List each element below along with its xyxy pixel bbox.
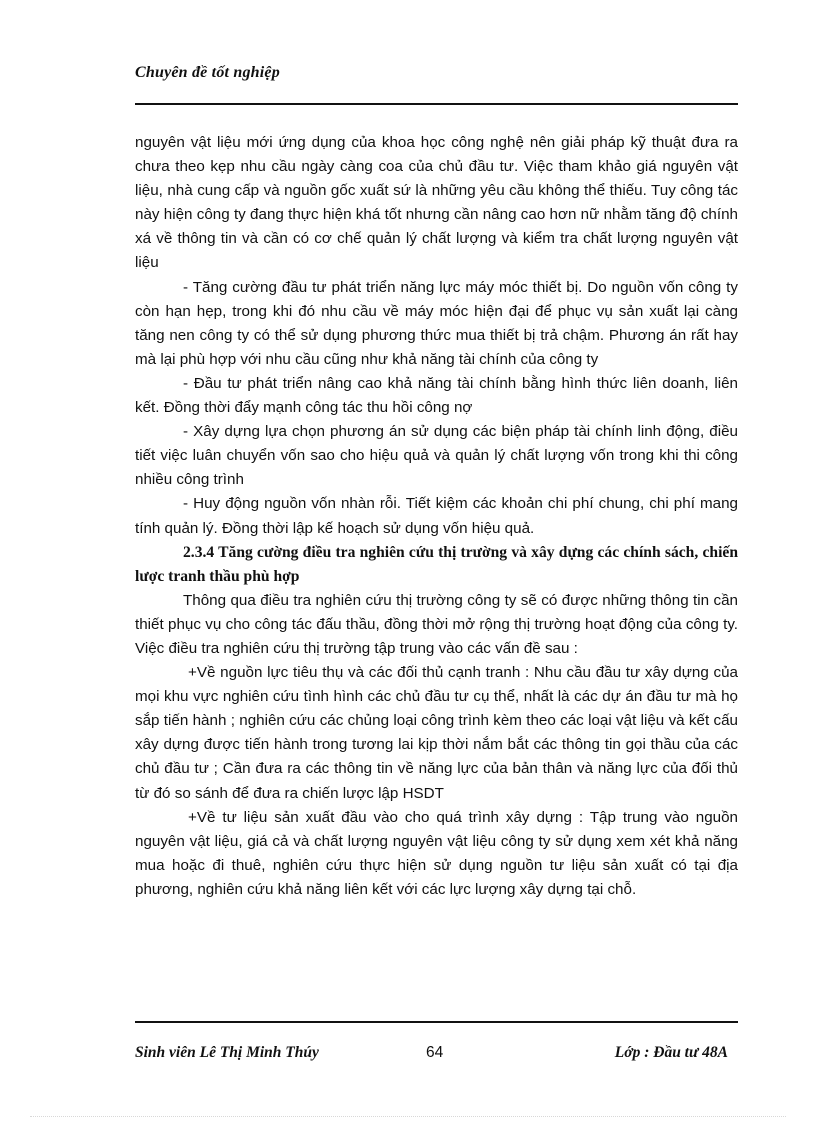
page-header-title: Chuyên đề tốt nghiệp — [135, 64, 280, 81]
header-rule — [135, 103, 738, 105]
paragraph: nguyên vật liệu mới ứng dụng của khoa học công nghệ nên giải pháp kỹ thuật đưa ra chưa theo kẹp nhu cầu ngày càng coa của chủ đầu tư. Việc tham khảo giá nguyên vật liệu, nhà cung cấp và nguồn gốc xuất sứ là những yêu cầu không thể thiếu. Tuy công tác này hiện công ty đang thực hiện khá tốt nhưng cần nâng cao hơn nữ nhằm tăng độ chính xá về thông tin và cần có cơ chế quản lý chất lượng và kiểm tra chất lượng nguyên vật liệu — [135, 134, 738, 272]
footer-class: Lớp : Đầu tư 48A — [614, 1044, 728, 1061]
footer-student-name: Sinh viên Lê Thị Minh Thúy — [135, 1044, 319, 1061]
paragraph: +Về tư liệu sản xuất đầu vào cho quá trình xây dựng : Tập trung vào nguồn nguyên vật liệu, giá cả và chất lượng nguyên vật liệu công ty sử dụng xem xét khả năng mua hoặc đi thuê, nghiên cứu thực hiện sử dụng nguồn tư liệu sản xuất có tại địa phương, nghiên cứu khả năng liên kết với các lực lượng xây dựng tại chỗ. — [135, 808, 738, 898]
footer-rule — [135, 1021, 738, 1023]
page-edge-divider — [30, 1116, 786, 1117]
paragraph: - Huy động nguồn vốn nhàn rỗi. Tiết kiệm các khoản chi phí chung, chi phí mang tính quản lý. Đồng thời lập kế hoạch sử dụng vốn hiệu quả. — [135, 495, 738, 537]
paragraph: - Xây dựng lựa chọn phương án sử dụng các biện pháp tài chính linh động, điều tiết việc luân chuyển vốn sao cho hiệu quả và quản lý chất lượng vốn trong khi thi công nhiều công trình — [135, 423, 738, 489]
section-heading: 2.3.4 Tăng cường điều tra nghiên cứu thị trường và xây dựng các chính sách, chiến lược tranh thầu phù hợp — [135, 543, 738, 585]
paragraph: - Đầu tư phát triển nâng cao khả năng tài chính bằng hình thức liên doanh, liên kết. Đồng thời đẩy mạnh công tác thu hồi công nợ — [135, 374, 738, 417]
paragraph: Thông qua điều tra nghiên cứu thị trường công ty sẽ có được những thông tin cần thiết phục vụ cho công tác đấu thầu, đồng thời mở rộng thị trường hoạt động của công ty. Việc điều tra nghiên cứu thị trường tập trung vào các vấn đề sau : — [135, 591, 738, 657]
body-text — [135, 131, 738, 902]
paragraph: - Tăng cường đầu tư phát triển năng lực máy móc thiết bị. Do nguồn vốn công ty còn hạn hẹp, trong khi đó nhu cầu về máy móc hiện đại để phục vụ sản xuất lại càng tăng nen công ty có thể sử dụng phương thức mua thiết bị trả chậm. Phương án rất hay mà lại phù hợp với nhu cầu cũng như khả năng tài chính của công ty — [135, 278, 738, 368]
page-number: 64 — [426, 1044, 444, 1061]
page-footer — [135, 1044, 738, 1066]
paragraph: +Về nguồn lực tiêu thụ và các đối thủ cạnh tranh : Nhu cầu đầu tư xây dựng của mọi khu vực nghiên cứu tình hình các chủ đầu tư cụ thể, nhất là các dự án đầu tư mà họ sắp tiến hành ; nghiên cứu các chủng loại công trình kèm theo các loại vật liệu và kết cấu xây dựng được tiến hành trong tương lai kịp thời nắm bắt các thông tin gọi thầu của các chủ đầu tư ; Cần đưa ra các thông tin về năng lực của bản thân và năng lực của đối thủ từ đó so sánh để đưa ra chiến lược lập HSDT — [135, 664, 738, 802]
